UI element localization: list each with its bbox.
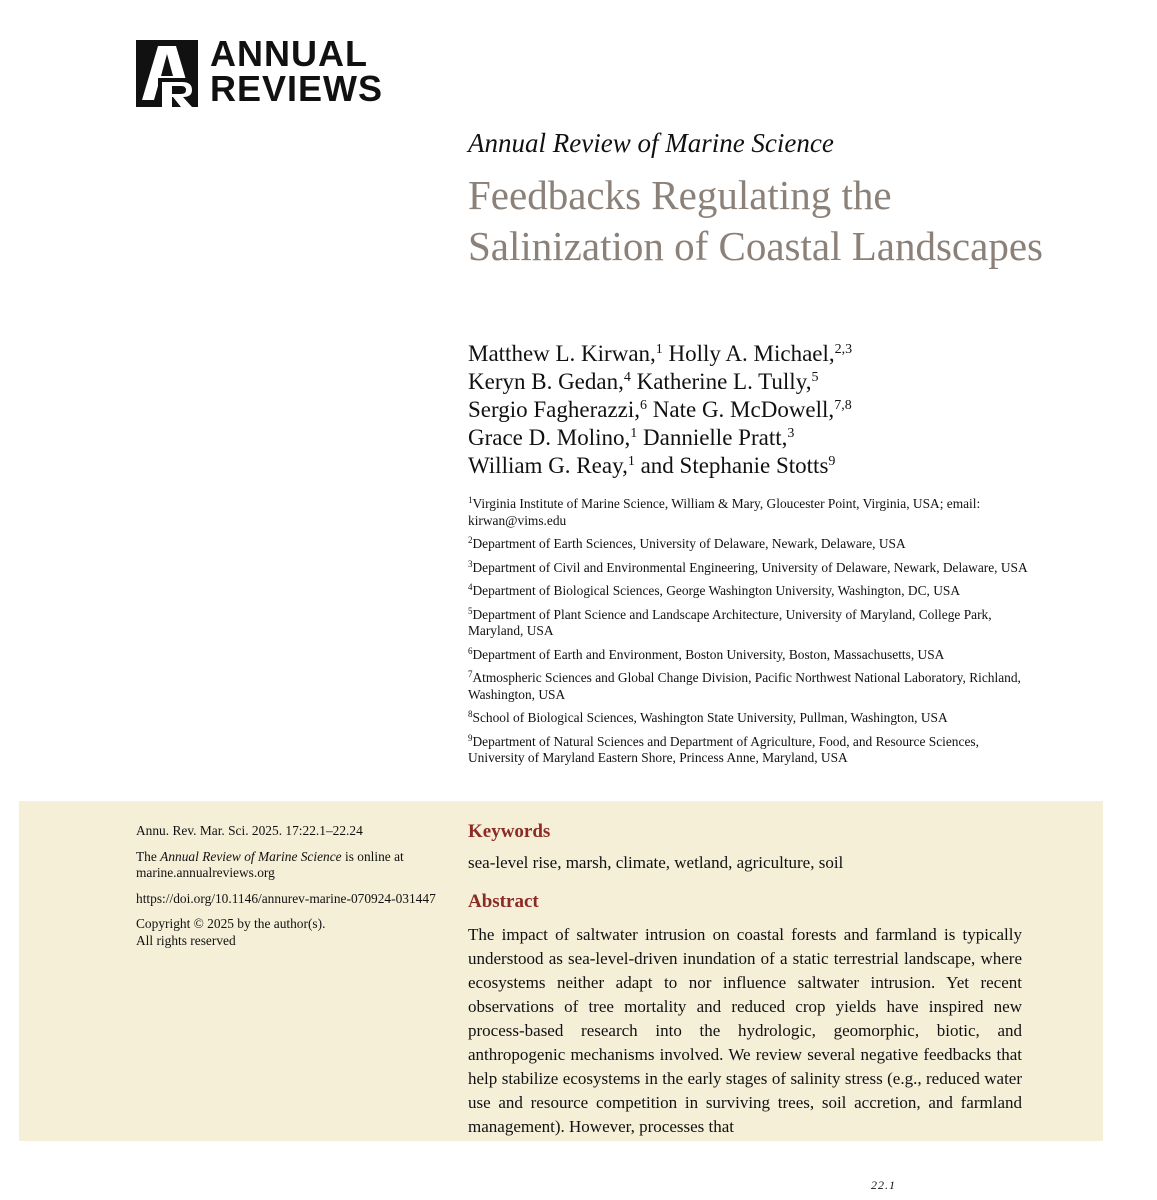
affiliation-number: 9 — [468, 732, 473, 743]
publisher-wordmark — [210, 33, 384, 109]
affiliation-text: Atmospheric Sciences and Global Change Division, Pacific Northwest National Laboratory, Richland, Washington, USA — [468, 670, 1021, 702]
affiliation-text: Department of Earth and Environment, Boston University, Boston, Massachusetts, USA — [472, 646, 945, 662]
annual-reviews-logo — [136, 33, 396, 110]
online-notice — [136, 849, 436, 882]
article-metadata — [136, 823, 436, 958]
affiliation-text: Department of Biological Sciences, George Washington University, Washington, DC, USA — [472, 583, 961, 598]
abstract-panel — [19, 801, 1103, 1141]
affiliation-text: Department of Earth Sciences, University of Delaware, Newark, Delaware, USA — [472, 536, 906, 551]
affiliation-item — [468, 607, 1028, 640]
keywords-heading: Keywords — [468, 821, 551, 842]
affiliation-item — [468, 647, 1028, 664]
affiliation-text: Department of Civil and Environmental Engineering, University of Delaware, Newark, Delaware, USA — [472, 559, 1028, 575]
author-affiliation-ref: 1 — [627, 454, 635, 469]
publisher-line2: REVIEWS — [210, 68, 384, 109]
author-list — [468, 340, 1088, 480]
affiliation-item — [468, 583, 1028, 600]
author — [643, 425, 794, 450]
author — [641, 453, 836, 478]
affiliation-item — [468, 496, 1028, 529]
ar-logo-icon — [136, 40, 198, 107]
author-name: Sergio Fagherazzi, — [468, 397, 641, 422]
author-name: William G. Reay, — [468, 453, 628, 478]
affiliation-number: 2 — [468, 535, 473, 545]
copyright-line: Copyright © 2025 by the author(s). — [136, 916, 326, 931]
affiliation-number: 6 — [468, 645, 473, 656]
online-prefix: The — [136, 848, 161, 864]
author-name: and Stephanie Stotts — [640, 453, 829, 478]
author — [468, 425, 643, 450]
author-name: Katherine L. Tully, — [636, 369, 812, 394]
copyright — [136, 916, 436, 949]
author — [468, 397, 653, 422]
author-affiliation-ref: 1 — [630, 426, 638, 441]
affiliation-text: School of Biological Sciences, Washington State University, Pullman, Washington, USA — [472, 710, 948, 725]
doi-link[interactable]: https://doi.org/10.1146/annurev-marine-070924-031447 — [136, 890, 436, 906]
affiliation-text: Virginia Institute of Marine Science, William & Mary, Gloucester Point, Virginia, USA; email: kirwan@vims.edu — [468, 496, 981, 528]
author-affiliation-ref: 2,3 — [834, 342, 853, 357]
author-affiliation-ref: 1 — [655, 342, 663, 357]
author-affiliation-ref: 4 — [623, 370, 631, 385]
online-journal: Annual Review of Marine Science — [160, 848, 342, 864]
journal-name: Annual Review of Marine Science — [468, 128, 834, 158]
author — [468, 341, 669, 366]
article-title: Feedbacks Regulating the Salinization of Coastal Landscapes — [468, 172, 1043, 269]
author — [653, 397, 852, 422]
online-suffix: is online at marine.annualreviews.org — [136, 848, 404, 880]
author-affiliation-ref: 3 — [787, 426, 795, 441]
author — [669, 341, 853, 366]
affiliation-number: 4 — [468, 582, 473, 592]
author — [468, 453, 641, 478]
citation: Annu. Rev. Mar. Sci. 2025. 17:22.1–22.24 — [136, 823, 363, 838]
author-affiliation-ref: 5 — [811, 370, 819, 385]
author-affiliation-ref: 7,8 — [834, 398, 852, 413]
author-name: Matthew L. Kirwan, — [468, 341, 656, 366]
author-name: Grace D. Molino, — [468, 425, 631, 450]
abstract-text: The impact of saltwater intrusion on coastal forests and farmland is typically understood as sea-level-driven inundation of a static terrestrial landscape, where ecosystems neither adapt to nor influence saltwater intrusion. Yet recent observations of tree mortality and reduced crop yields have inspired new process-based research into the hydrologic, geomorphic, biotic, and anthropogenic mechanisms involved. We review several negative feedbacks that help stabilize ecosystems in the early stages of salinity stress (e.g., reduced water use and resource competition in surviving trees, soil accretion, and farmland management). However, processes that — [468, 925, 1022, 1136]
author-name: Holly A. Michael, — [668, 341, 835, 366]
affiliation-list — [468, 496, 1028, 774]
affiliation-item — [468, 710, 1028, 727]
affiliation-number: 5 — [468, 605, 473, 616]
keywords-text: sea-level rise, marsh, climate, wetland, agriculture, soil — [468, 853, 844, 872]
affiliation-item — [468, 670, 1028, 703]
affiliation-item — [468, 560, 1028, 577]
author — [468, 369, 637, 394]
author-name: Keryn B. Gedan, — [468, 369, 624, 394]
page-number: 22.1 — [871, 1178, 896, 1192]
abstract-heading: Abstract — [468, 891, 539, 912]
affiliation-text: Department of Plant Science and Landscape Architecture, University of Maryland, College Park, Maryland, USA — [468, 606, 992, 638]
author-affiliation-ref: 6 — [640, 398, 648, 413]
affiliation-number: 1 — [468, 495, 473, 505]
affiliation-item — [468, 536, 1028, 553]
author-name: Nate G. McDowell, — [652, 397, 835, 422]
affiliation-number: 7 — [468, 669, 473, 679]
publisher-line1: ANNUAL — [210, 33, 368, 74]
affiliation-text: Department of Natural Sciences and Department of Agriculture, Food, and Resource Sciences, University of Maryland Eastern Shore, Princess Anne, Maryland, USA — [468, 733, 979, 765]
affiliation-number: 8 — [468, 709, 473, 719]
affiliation-item — [468, 734, 1028, 767]
affiliation-number: 3 — [468, 558, 473, 569]
author — [637, 369, 819, 394]
author-affiliation-ref: 9 — [828, 454, 836, 469]
author-name: Dannielle Pratt, — [643, 425, 788, 450]
rights-line: All rights reserved — [136, 932, 236, 948]
